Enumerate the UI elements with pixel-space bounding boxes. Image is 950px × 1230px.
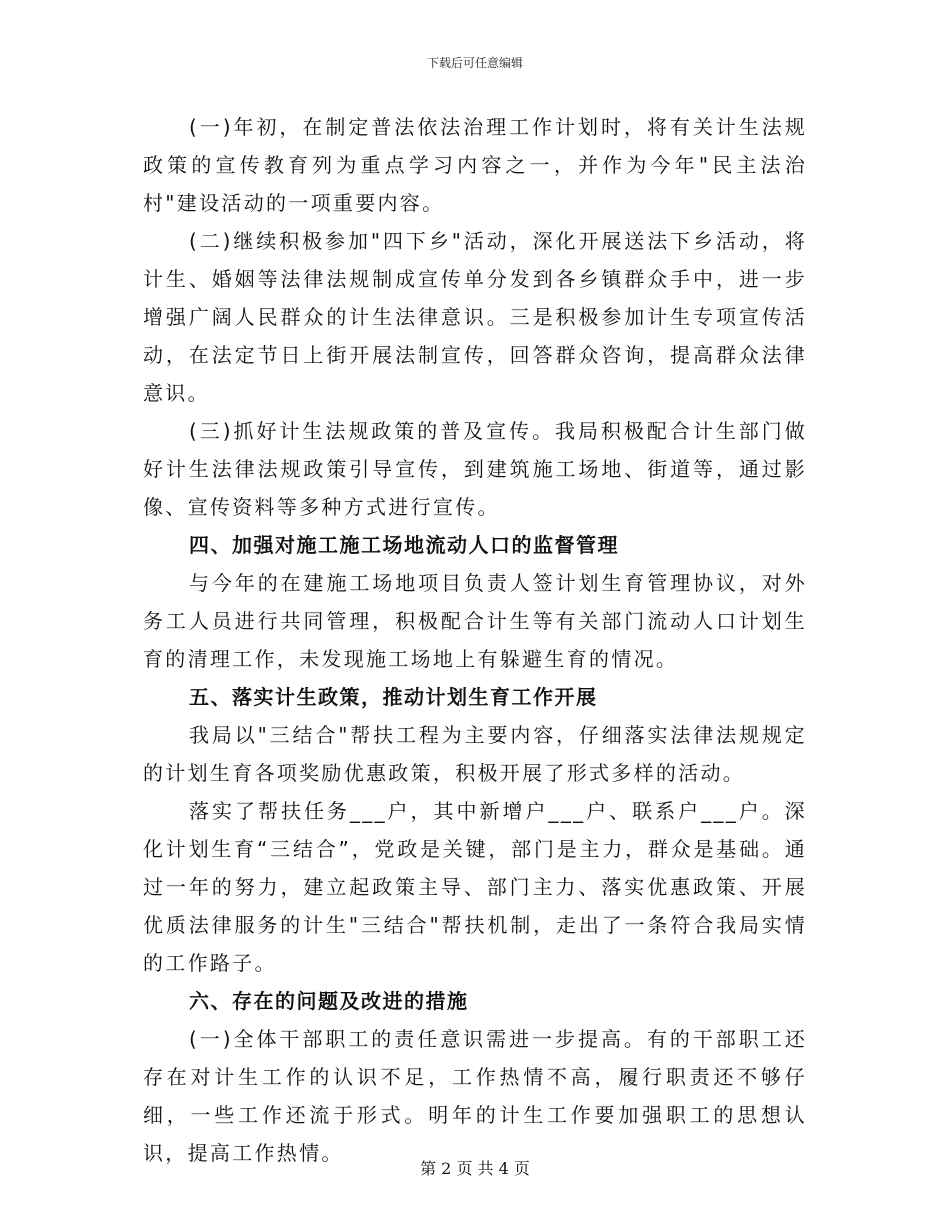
section-heading-5: 五、落实计生政策，推动计划生育工作开展 bbox=[189, 685, 598, 709]
paragraph-assistance-tasks: 落实了帮扶任务___户，其中新增户___户、联系户___户。深化计划生育“三结合”，党政是关键，部门是主力，群众是基础。通过一年的努力，建立起政策主导、部门主力、落实优惠政策、开展优质法律服务的计生"三结合"帮扶机制，走出了一条符合我局实情的工作路子。 bbox=[143, 799, 807, 975]
paragraph-migrant-management: 与今年的在建施工场地项目负责人签计划生育管理协议，对外务工人员进行共同管理，积极配合计生等有关部门流动人口计划生育的清理工作，未发现施工场地上有躲避生育的情况。 bbox=[143, 571, 807, 671]
paragraph-four-to-countryside: (二)继续积极参加"四下乡"活动，深化开展送法下乡活动，将计生、婚姻等法律法规制成宣传单分发到各乡镇群众手中，进一步增强广阔人民群众的计生法律意识。三是积极参加计生专项宣传活动，在法定节日上街开展法制宣传，回答群众咨询，提高群众法律意识。 bbox=[143, 229, 807, 405]
paragraph-publicity-plan: (一)年初，在制定普法依法治理工作计划时，将有关计生法规政策的宣传教育列为重点学习内容之一，并作为今年"民主法治村"建设活动的一项重要内容。 bbox=[143, 115, 807, 215]
section-heading-6: 六、存在的问题及改进的措施 bbox=[189, 989, 469, 1013]
paragraph-three-combination: 我局以"三结合"帮扶工程为主要内容，仔细落实法律法规规定的计划生育各项奖励优惠政策，积极开展了形式多样的活动。 bbox=[143, 723, 807, 785]
document-body bbox=[143, 108, 807, 1172]
paragraph-policy-publicity: (三)抓好计生法规政策的普及宣传。我局积极配合计生部门做好计生法律法规政策引导宣传，到建筑施工场地、街道等，通过影像、宣传资料等多种方式进行宣传。 bbox=[143, 419, 807, 519]
header-note: 下载后可任意编辑 bbox=[426, 56, 523, 70]
section-heading-4: 四、加强对施工施工场地流动人口的监督管理 bbox=[189, 533, 619, 557]
page-number: 第 2 页 共 4 页 bbox=[420, 1159, 530, 1178]
paragraph-problems: (一)全体干部职工的责任意识需进一步提高。有的干部职工还存在对计生工作的认识不足，工作热情不高，履行职责还不够仔细，一些工作还流于形式。明年的计生工作要加强职工的思想认识，提高工作热情。 bbox=[143, 1027, 807, 1165]
